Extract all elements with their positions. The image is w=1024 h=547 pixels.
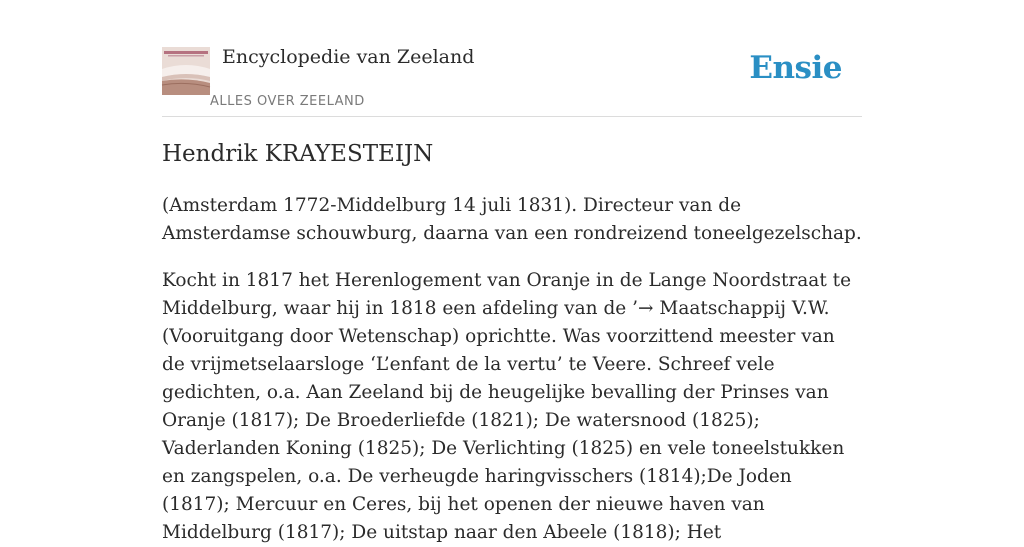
site-avatar[interactable] <box>162 47 210 95</box>
page <box>162 0 862 543</box>
book-image-icon <box>162 47 210 95</box>
ensie-logo[interactable]: Ensie <box>749 50 842 86</box>
article-paragraph-2: Kocht in 1817 het Herenlogement van Oranje in de Lange Noordstraat te Middelburg, waar hij in 1818 een afdeling van de ’→ Maatschappij V.W. (Vooruitgang door Wetenschap) oprichtte. Was voorzittend meester van de vrijmetselaarsloge ‘L’enfant de la vertu’ te Veere. Schreef vele gedichten, o.a. Aan Zeeland bij de heugelijke bevalling der Prinses van Oranje (1817); De Broederliefde (1821); De watersnood (1825); Vaderlanden Koning (1825); De Verlichting (1825) en vele toneelstukken en zangspelen, o.a. De verheugde haringvisschers (1814);De Joden (1817); Mercuur en Ceres, bij het openen der nieuwe haven van Middelburg (1817); De uitstap naar den Abeele (1818); Het <box>162 270 852 543</box>
site-header <box>162 0 862 117</box>
site-title[interactable]: Encyclopedie van Zeeland <box>222 46 475 68</box>
article-paragraph-1: (Amsterdam 1772-Middelburg 14 juli 1831). Directeur van de Amsterdamse schouwburg, daarna van een rondreizend toneelgezelschap. <box>162 195 862 244</box>
article-title: Hendrik KRAYESTEIJN <box>162 141 434 167</box>
site-subtitle: ALLES OVER ZEELAND <box>210 94 365 109</box>
